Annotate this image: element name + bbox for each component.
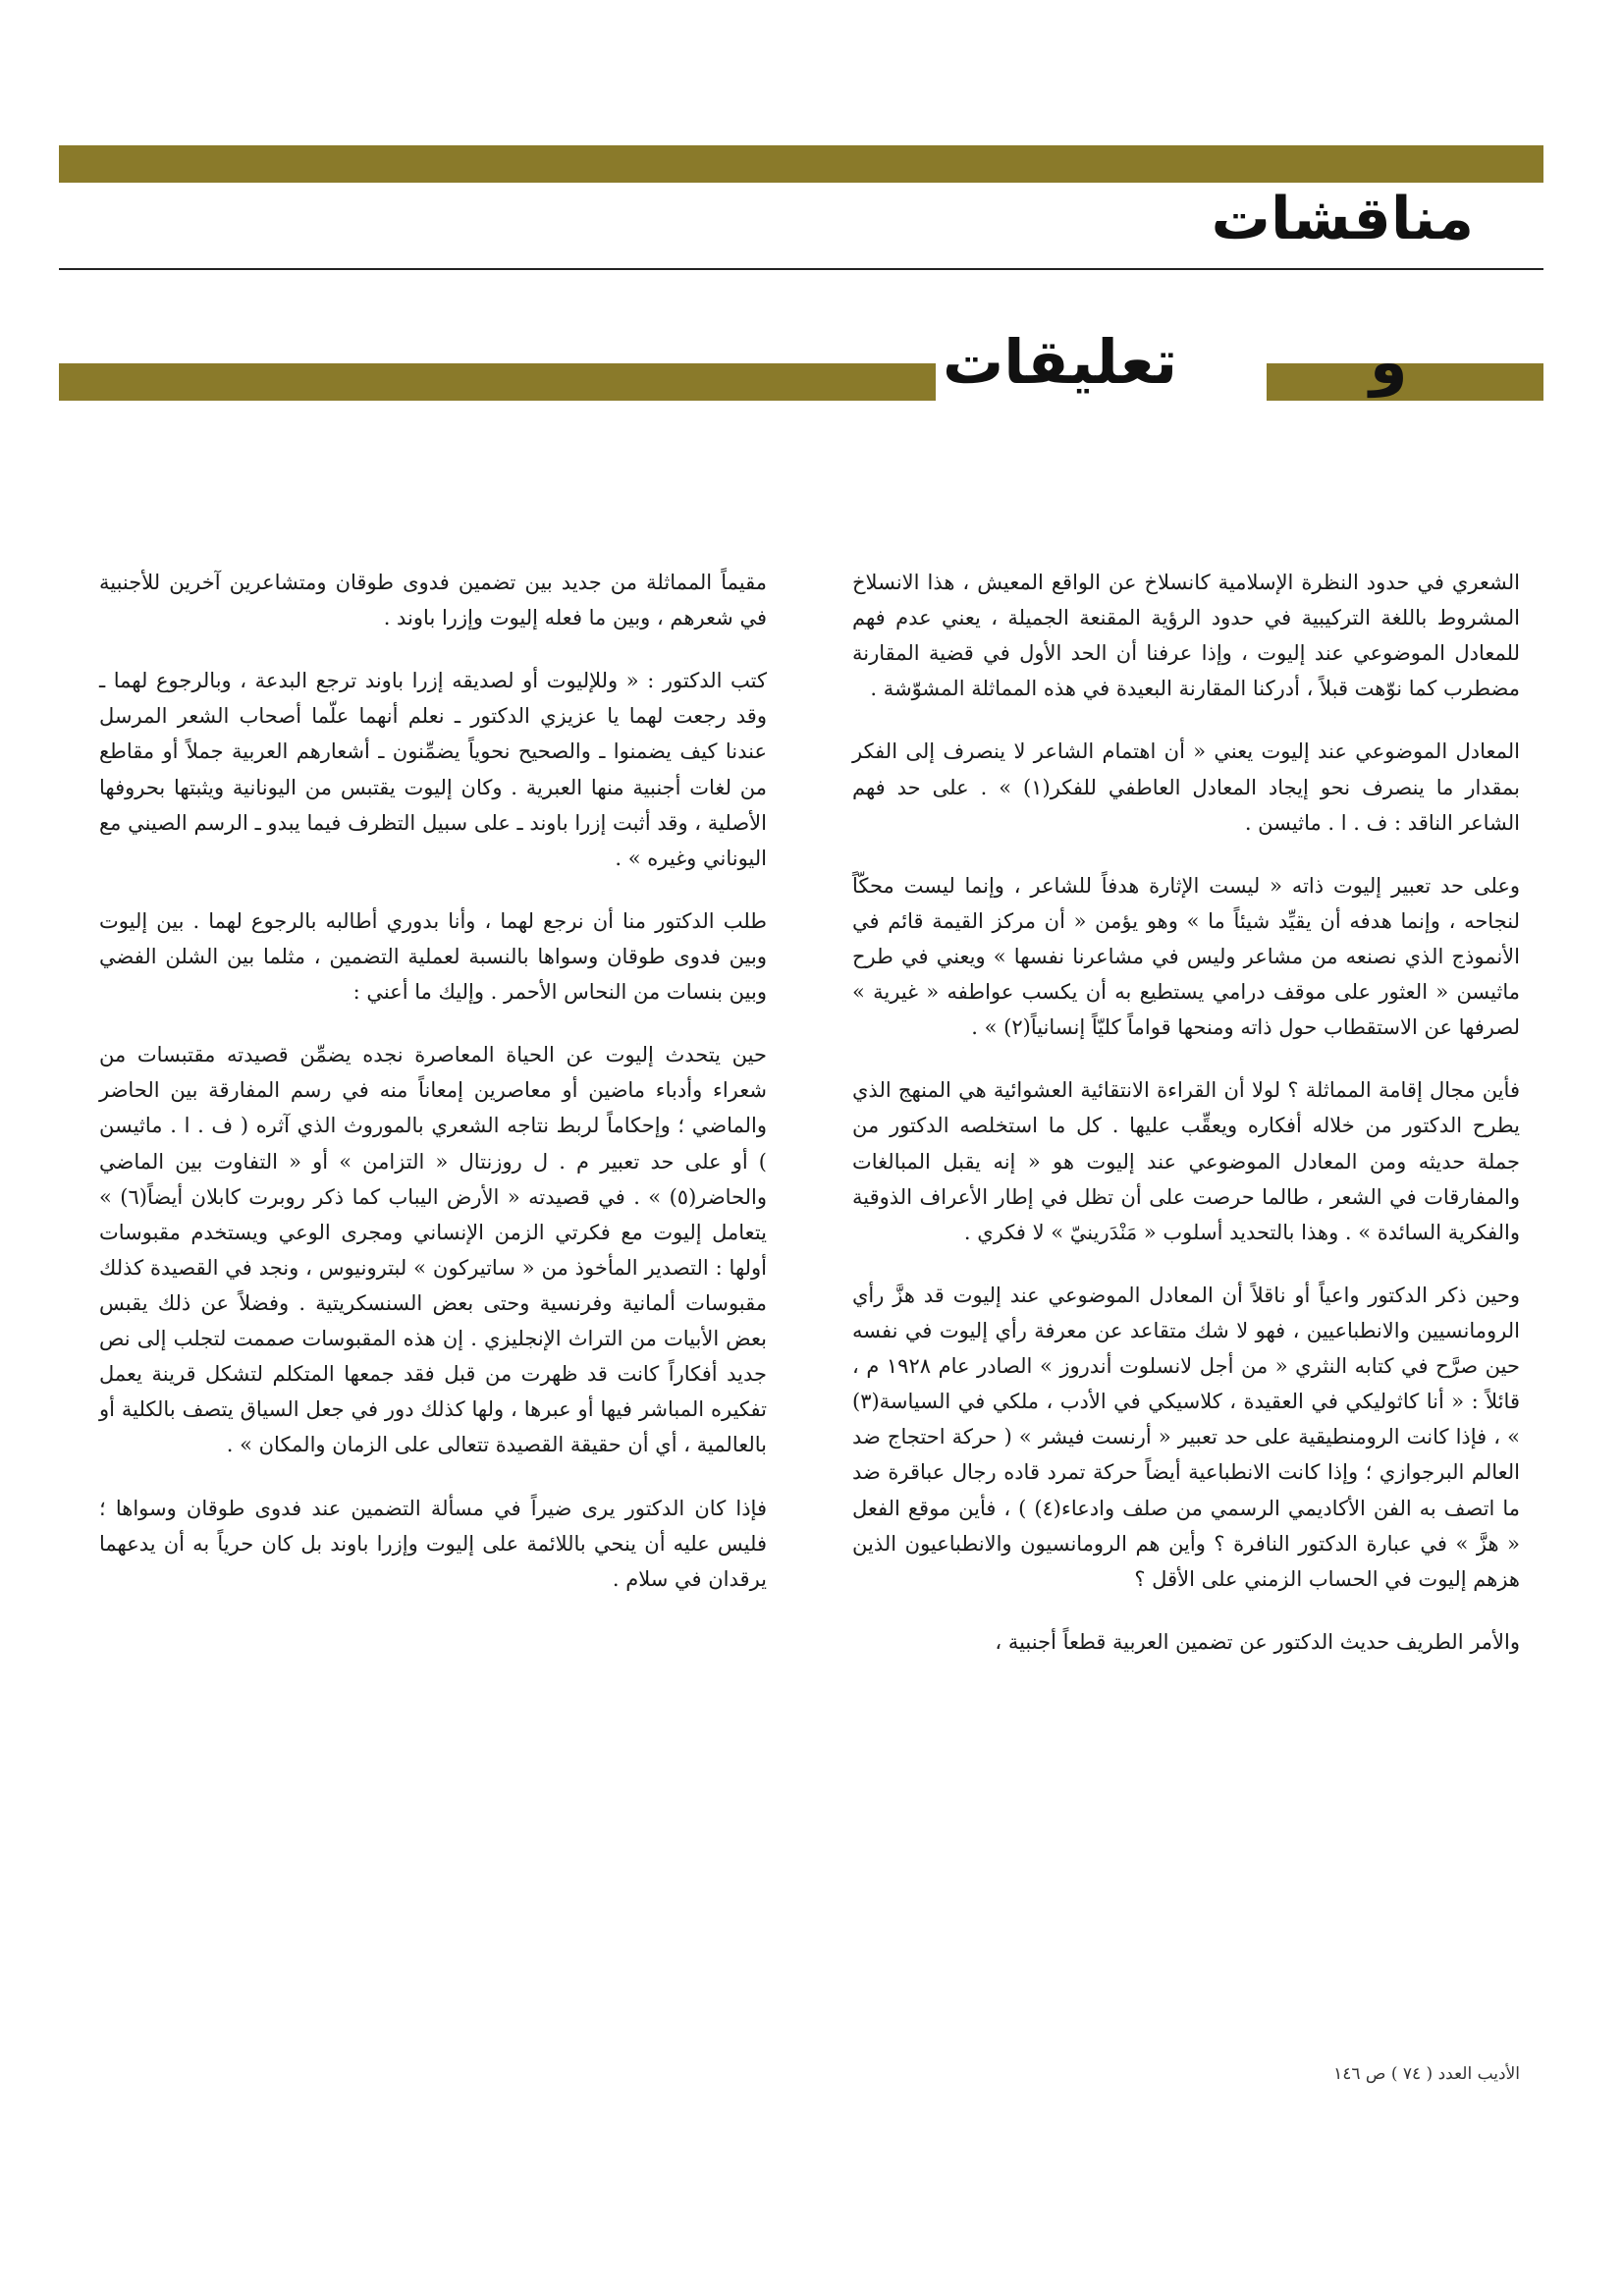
- paragraph: كتب الدكتور : « وللإليوت أو لصديقه إزرا باوند ترجع البدعة ، وبالرجوع لهما ـ وقد رجعت لهما يا عزيزي الدكتور ـ نعلم أنهما علّما أصحاب الشعر المرسل عندنا كيف يضمنوا ـ والصحيح نحوياً يضمِّنون ـ أشعارهم العربية جملاً أو مقاطع من لغات أجنبية منها العبرية . وكان إليوت يقتبس من اليونانية ويثبتها بحروفها الأصلية ، وقد أثبت إزرا باوند ـ على سبيل التظرف فيما يبدو ـ الرسم الصيني مع اليوناني وغيره » .: [99, 669, 767, 870]
- paragraph: المعادل الموضوعي عند إليوت يعني « أن اهتمام الشاعر لا ينصرف إلى الفكر بمقدار ما ينصرف نحو إيجاد المعادل العاطفي للفكر(١) » . على حد فهم الشاعر الناقد : ف . ا . ماثيسن .: [852, 739, 1521, 835]
- page-footer: الأديب العدد ( ٧٤ ) ص ١٤٦: [1333, 2064, 1520, 2084]
- paragraph: مقيماً المماثلة من جديد بين تضمين فدوى طوقان ومتشاعرين آخرين للأجنبية في شعرهم ، وبين ما فعله إليوت وإزرا باوند .: [99, 571, 767, 630]
- section-title-conjunction: و: [1370, 326, 1408, 398]
- paragraph: حين يتحدث إليوت عن الحياة المعاصرة نجده يضمِّن قصيدته مقتبسات من شعراء وأدباء ماضين أو معاصرين إمعاناً منه في رسم المفارقة بين الحاضر والماضي ؛ وإحكاماً لربط نتاجه الشعري بالموروث الذي آثره ( ف . ا . ماثيسن ) أو على حد تعبير م . ل روزنتال « التزامن » أو « التفاوت بين الماضي والحاضر(٥) » . في قصيدته « الأرض اليباب كما ذكر روبرت كابلان أيضاً(٦) » يتعامل إليوت مع فكرتي الزمن الإنساني ومجرى الوعي ويستخدم مقبوسات أولها : التصدير المأخوذ من « ساتيركون » لبترونيوس ، ونجد في القصيدة كذلك مقبوسات ألمانية وفرنسية وحتى بعض السنسكريتية . وفضلاً عن ذلك يقبس بعض الأبيات من التراث الإنجليزي . إن هذه المقبوسات صممت لتجلب إلى نص جديد أفكاراً كانت قد ظهرت من قبل فقد جمعها المتكلم لتشكل قرينة يعمل تفكيره المباشر فيها أو عبرها ، ولها كذلك دور في جعل السياق يتصف بالكلية أو بالعالمية ، أي أن حقيقة القصيدة تتعالى على الزمان والمكان » .: [99, 1043, 768, 1457]
- section-title-discussions: مناقشات: [1211, 185, 1474, 253]
- header-rule: [59, 268, 1543, 270]
- paragraph: فإذا كان الدكتور يرى ضيراً في مسألة التضمين عند فدوى طوقان وسواها ؛ فليس عليه أن ينحي باللائمة على إليوت وإزرا باوند بل كان حرياً به أن يدعهما يرقدان في سلام .: [99, 1496, 767, 1591]
- paragraph: وحين ذكر الدكتور واعياً أو ناقلاً أن المعادل الموضوعي عند إليوت قد هزَّ رأي الرومانسيين والانطباعيين ، فهو لا شك متقاعد عن معرفة رأي إليوت في نفسه حين صرَّح في كتابه النثري « من أجل لانسلوت أندروز » الصادر عام ١٩٢٨ م ، قائلاً : « أنا كاثوليكي في العقيدة ، كلاسيكي في الأدب ، ملكي في السياسة(٣) » ، فإذا كانت الرومنطيقية على حد تعبير « أرنست فيشر » ( حركة احتجاج ضد العالم البرجوازي ؛ وإذا كانت الانطباعية أيضاً حركة تمرد قاده رجال عباقرة ضد ما اتصف به الفن الأكاديمي الرسمي من صلف وادعاء(٤) ) ، فأين موقع الفعل « هزَّ » في عبارة الدكتور النافرة ؟ وأين هم الرومانسيون والانطباعيون الذين هزهم إليوت في الحساب الزمني على الأقل ؟: [852, 1283, 1521, 1591]
- header-band-top: [59, 145, 1543, 183]
- paragraph: والأمر الطريف حديث الدكتور عن تضمين العربية قطعاً أجنبية ،: [995, 1629, 1520, 1654]
- paragraph: طلب الدكتور منا أن نرجع لهما ، وأنا بدوري أطالبه بالرجوع لهما . بين إليوت وبين فدوى طوقان وسواها بالنسبة لعملية التضمين ، مثلما بين الشلن الفضي وبين بنسات من النحاس الأحمر . وإليك ما أعني :: [99, 908, 767, 1005]
- section-title-comments: تعليقات: [943, 326, 1178, 398]
- paragraph: الشعري في حدود النظرة الإسلامية كانسلاخ عن الواقع المعيش ، هذا الانسلاخ المشروط باللغة التركيبية في حدود الرؤية المقنعة الجميلة ، يعني عدم فهم للمعادل الموضوعي عند إليوت ، وإذا عرفنا أن الحد الأول في قضية المقارنة مضطرب كما نوّهت قبلاً ، أدركنا المقارنة البعيدة في هذه المماثلة المشوّشة .: [852, 571, 1520, 701]
- paragraph: وعلى حد تعبير إليوت ذاته « ليست الإثارة هدفاً للشاعر ، وإنما ليست محكّاً لنجاحه ، وإنما هدفه أن يقيِّد شيئاً ما » وهو يؤمن « أن مركز القيمة قائم في الأنموذج الذي نصنعه من مشاعر وليس في مشاعرنا نفسها » ويعني في طرح ماثيسن « العثور على موقف درامي يستطيع به أن يكسب عواطفه « غيرية » لصرفها عن الاستقطاب حول ذاته ومنحها قواماً كليّاً إنسانياً(٢) » .: [852, 873, 1520, 1040]
- header-band-mid-left: [59, 363, 936, 401]
- article-column-right: [852, 565, 1520, 1687]
- article-column-left: [99, 565, 767, 1624]
- paragraph: فأين مجال إقامة المماثلة ؟ لولا أن القراءة الانتقائية العشوائية هي المنهج الذي يطرح الدكتور من خلاله أفكاره ويعقِّب عليها . كل ما استخلصه الدكتور من جملة حديثه ومن المعادل الموضوعي عند إليوت هو « إنه يقبل المبالغات والمفارقات في الشعر ، طالما حرصت على أن تظل في إطار الأعراف الذوقية والفكرية السائدة » . وهذا بالتحديد أسلوب « مَنْدَرينيّ » لا فكري .: [852, 1078, 1520, 1244]
